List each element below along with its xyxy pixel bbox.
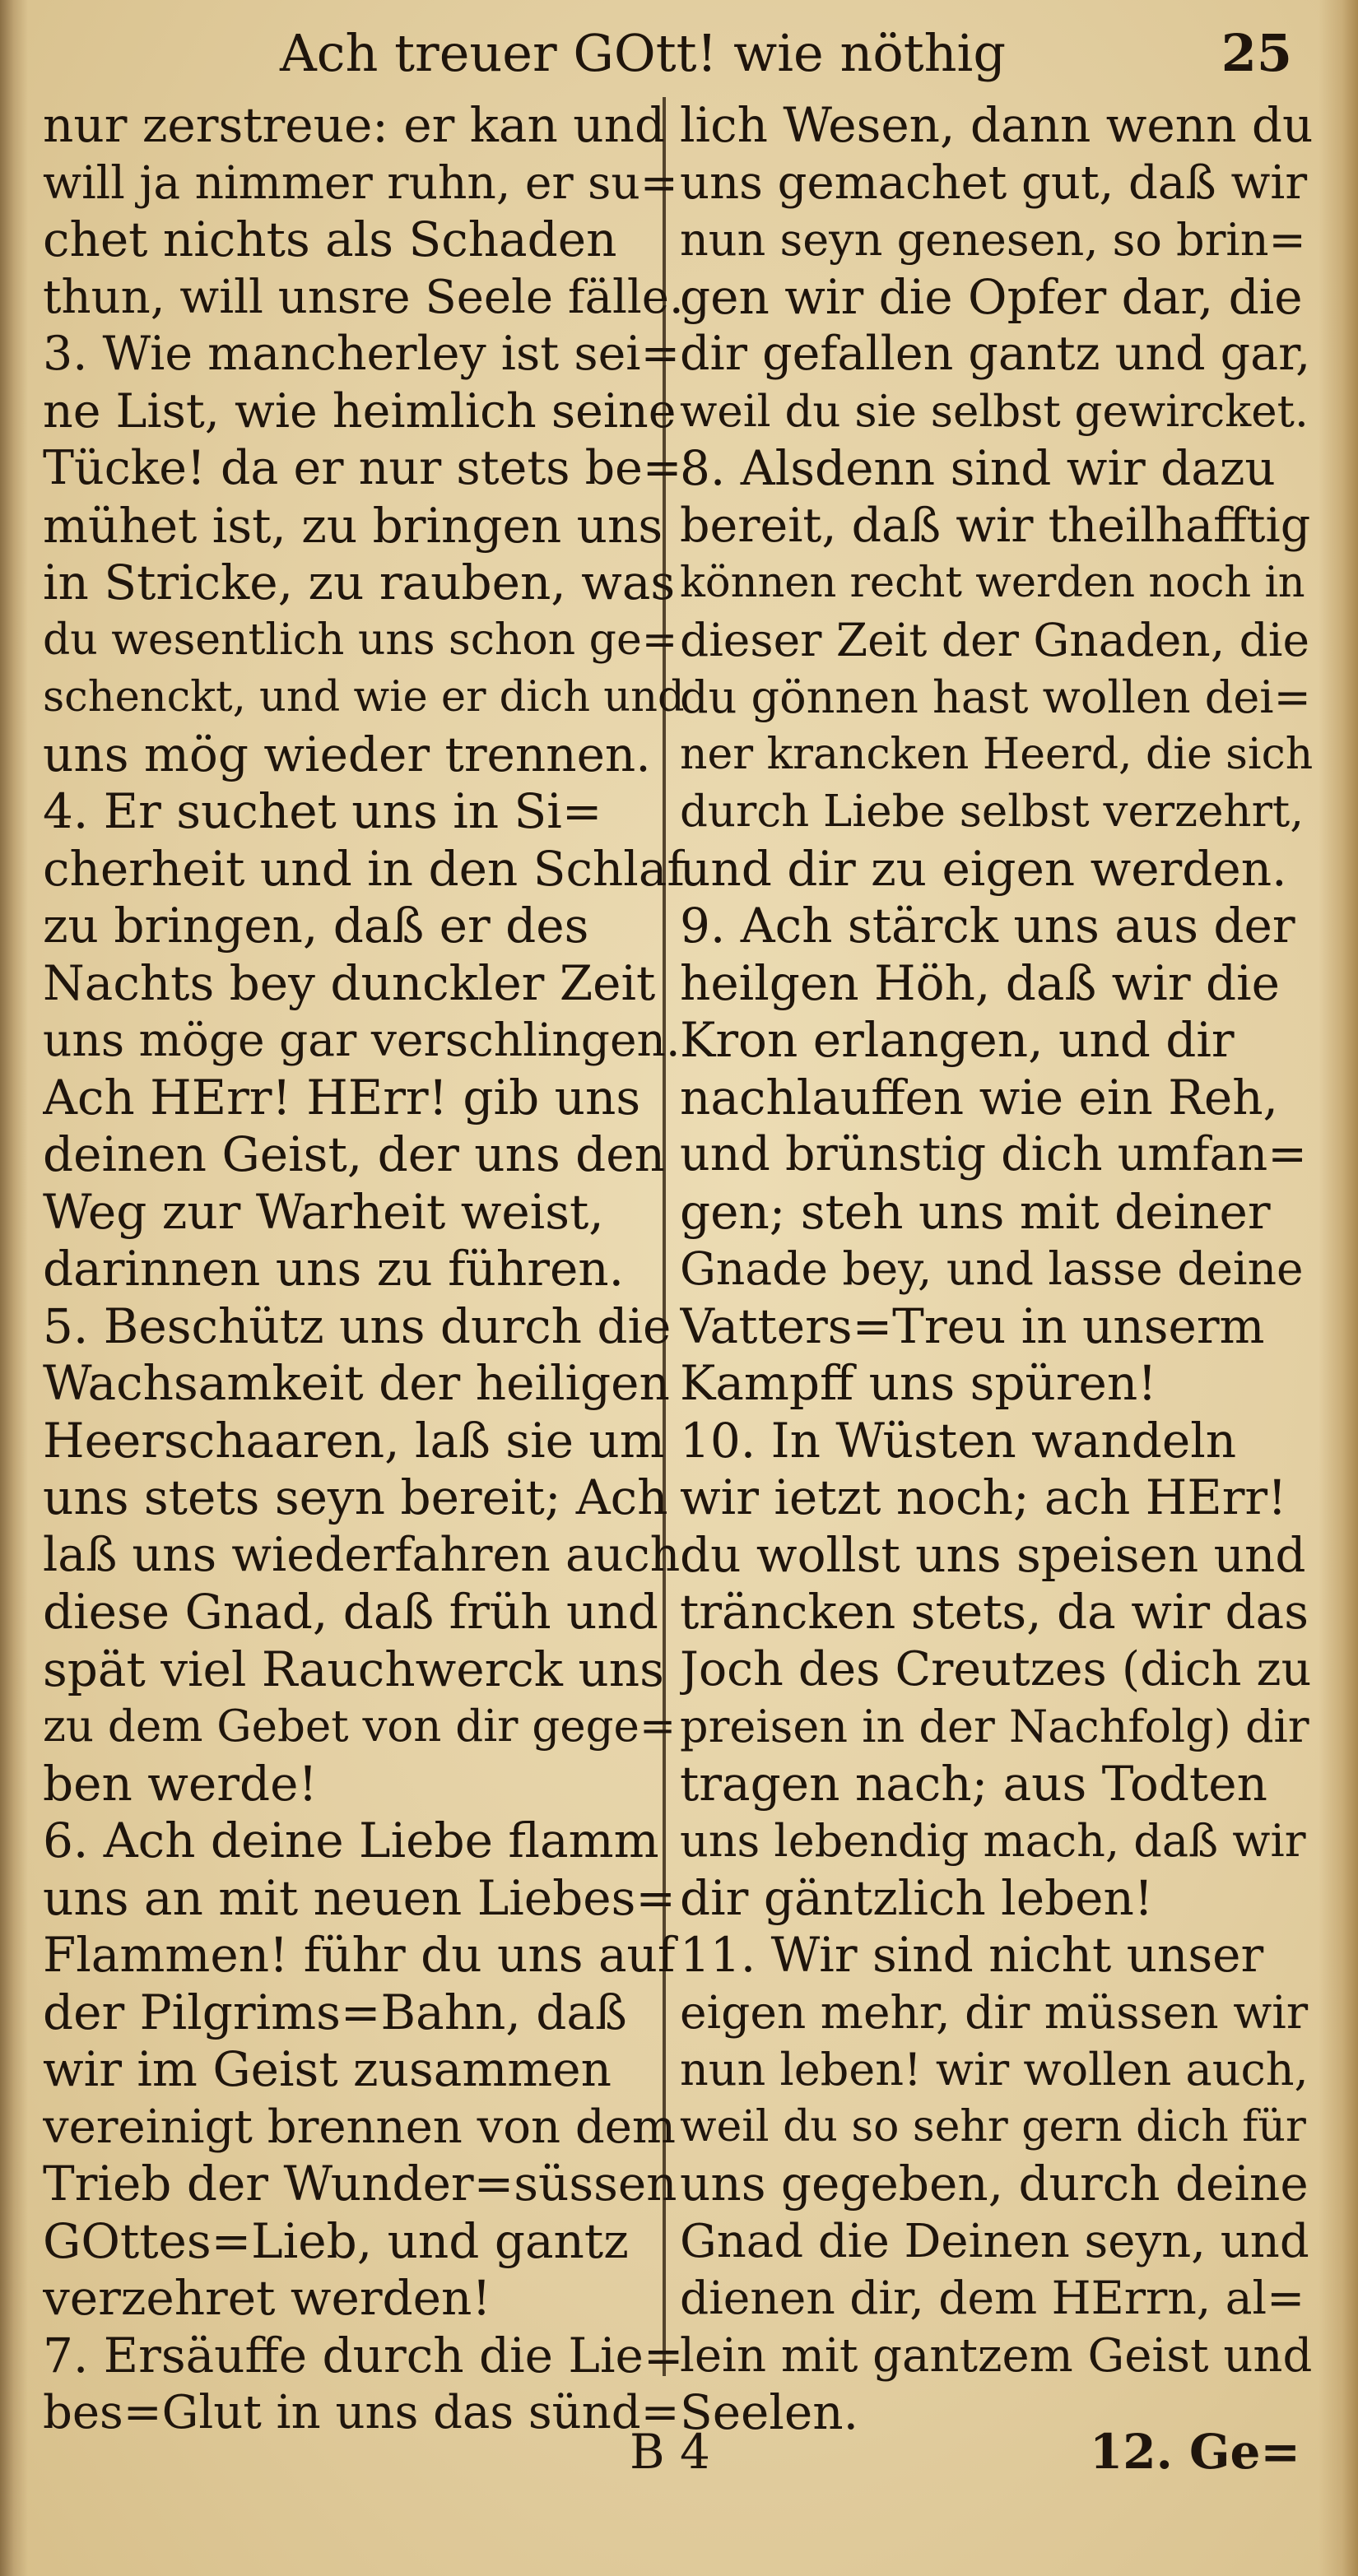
text-line: uns lebendig mach, daß wir xyxy=(680,1815,1306,1867)
text-line: diese Gnad, daß früh und xyxy=(43,1584,658,1640)
text-line: ne List, wie heimlich seine xyxy=(43,383,677,439)
text-line: Weg zur Warheit weist, xyxy=(43,1183,604,1240)
text-line: Kron erlangen, und dir xyxy=(680,1012,1235,1068)
text-line: 6. Ach deine Liebe flamm xyxy=(43,1812,659,1868)
text-line: 3. Wie mancherley ist sei= xyxy=(43,327,681,381)
text-line: lein mit gantzem Geist und xyxy=(680,2328,1313,2383)
text-line: können recht werden noch in xyxy=(680,559,1305,607)
page-edge-shadow xyxy=(1318,0,1358,2576)
binding-shadow xyxy=(0,0,28,2576)
page-number: 25 xyxy=(1221,23,1292,83)
text-line: Gnade bey, und lasse deine xyxy=(680,1242,1304,1295)
text-line: Seelen. xyxy=(680,2384,859,2440)
text-line: schenckt, und wie er dich und xyxy=(43,673,685,722)
running-title: Ach treuer GOtt! wie nöthig xyxy=(280,23,1007,83)
text-line: nun leben! wir wollen auch, xyxy=(680,2044,1309,2096)
text-line: cherheit und in den Schlaf xyxy=(43,840,685,897)
text-line: 8. Alsdenn sind wir dazu xyxy=(680,440,1276,496)
text-line: du wollst uns speisen und xyxy=(680,1526,1306,1583)
text-line: Ach HErr! HErr! gib uns xyxy=(43,1069,641,1126)
text-line: du wesentlich uns schon ge= xyxy=(43,615,678,665)
text-line: nun seyn genesen, so brin= xyxy=(680,214,1306,266)
text-line: in Stricke, zu rauben, was xyxy=(43,555,676,610)
text-line: Trieb der Wunder=süssen xyxy=(43,2156,677,2212)
text-line: heilgen Höh, daß wir die xyxy=(680,954,1280,1011)
text-line: träncken stets, da wir das xyxy=(680,1584,1309,1640)
text-line: thun, will unsre Seele fälle. xyxy=(43,270,684,324)
text-line: zu dem Gebet von dir gege= xyxy=(43,1701,677,1752)
text-line: laß uns wiederfahren auch xyxy=(43,1527,681,1582)
text-line: der Pilgrims=Bahn, daß xyxy=(43,1984,627,2040)
text-line: weil du sie selbst gewircket. xyxy=(680,386,1309,437)
text-line: uns mög wieder trennen. xyxy=(43,726,651,782)
text-line: du gönnen hast wollen dei= xyxy=(680,671,1311,723)
text-line: bes=Glut in uns das sünd= xyxy=(43,2386,680,2439)
text-line: bereit, daß wir theilhafftig xyxy=(680,498,1311,553)
text-line: wir ietzt noch; ach HErr! xyxy=(680,1469,1287,1525)
text-line: eigen mehr, dir müssen wir xyxy=(680,1985,1309,2039)
text-line: uns möge gar verschlingen. xyxy=(43,1014,681,1066)
text-line: uns stets seyn bereit; Ach xyxy=(43,1469,668,1525)
text-line: uns an mit neuen Liebes= xyxy=(43,1869,676,1926)
text-line: nur zerstreue: er kan und xyxy=(43,97,666,153)
text-line: ner krancken Heerd, die sich xyxy=(680,729,1314,779)
text-line: lich Wesen, dann wenn du xyxy=(680,97,1314,153)
text-line: wir im Geist zusammen xyxy=(43,2041,612,2097)
text-line: will ja nimmer ruhn, er su= xyxy=(43,155,678,209)
text-line: Nachts bey dunckler Zeit xyxy=(43,954,656,1011)
page-footer xyxy=(0,2415,1358,2489)
text-line: mühet ist, zu bringen uns xyxy=(43,497,663,554)
text-line: darinnen uns zu führen. xyxy=(43,1241,625,1297)
left-text-column xyxy=(43,97,685,2442)
text-line: gen; steh uns mit deiner xyxy=(680,1183,1271,1240)
text-line: 9. Ach stärck uns aus der xyxy=(680,898,1295,954)
text-line: nachlauffen wie ein Reh, xyxy=(680,1069,1278,1126)
text-line: ben werde! xyxy=(43,1755,318,1812)
text-line: vereinigt brennen von dem xyxy=(43,2100,676,2154)
text-line: 7. Ersäuffe durch die Lie= xyxy=(43,2327,684,2383)
signature-mark: B 4 xyxy=(630,2424,710,2480)
text-line: 4. Er suchet uns in Si= xyxy=(43,783,602,839)
right-text-column xyxy=(680,97,1314,2442)
text-line: tragen nach; aus Todten xyxy=(680,1755,1267,1812)
text-line: und brünstig dich umfan= xyxy=(680,1127,1307,1181)
text-line: spät viel Rauchwerck uns xyxy=(43,1641,664,1697)
text-line: durch Liebe selbst verzehrt, xyxy=(680,787,1305,837)
text-line: gen wir die Opfer dar, die xyxy=(680,268,1303,325)
catchword: 12. Ge= xyxy=(1089,2424,1300,2480)
text-line: uns gemachet gut, daß wir xyxy=(680,155,1308,210)
text-line: uns gegeben, durch deine xyxy=(680,2156,1309,2212)
text-line: Tücke! da er nur stets be= xyxy=(43,441,682,495)
text-line: 10. In Wüsten wandeln xyxy=(680,1412,1237,1469)
text-line: Wachsamkeit der heiligen xyxy=(43,1355,670,1411)
text-line: deinen Geist, der uns den xyxy=(43,1126,665,1182)
text-line: chet nichts als Schaden xyxy=(43,211,617,267)
text-line: Joch des Creutzes (dich zu xyxy=(680,1641,1312,1696)
text-line: weil du so sehr gern dich für xyxy=(680,2101,1306,2151)
text-line: Kampff uns spüren! xyxy=(680,1355,1157,1411)
text-line: dienen dir, dem HErrn, al= xyxy=(680,2272,1305,2324)
text-line: dir gäntzlich leben! xyxy=(680,1869,1154,1926)
text-line: 11. Wir sind nicht unser xyxy=(680,1927,1264,1983)
text-line: dieser Zeit der Gnaden, die xyxy=(680,613,1310,666)
text-line: dir gefallen gantz und gar, xyxy=(680,327,1311,381)
text-line: verzehret werden! xyxy=(43,2270,491,2326)
text-line: zu bringen, daß er des xyxy=(43,898,589,954)
text-line: Gnad die Deinen seyn, und xyxy=(680,2214,1309,2268)
text-line: Heerschaaren, laß sie um xyxy=(43,1412,665,1469)
text-line: preisen in der Nachfolg) dir xyxy=(680,1701,1309,1752)
text-line: GOttes=Lieb, und gantz xyxy=(43,2212,629,2269)
text-line: und dir zu eigen werden. xyxy=(680,840,1287,897)
text-line: Vatters=Treu in unserm xyxy=(680,1297,1265,1354)
text-line: 5. Beschütz uns durch die xyxy=(43,1297,672,1354)
text-line: Flammen! führ du uns auf xyxy=(43,1927,676,1983)
page-header xyxy=(280,16,1292,91)
